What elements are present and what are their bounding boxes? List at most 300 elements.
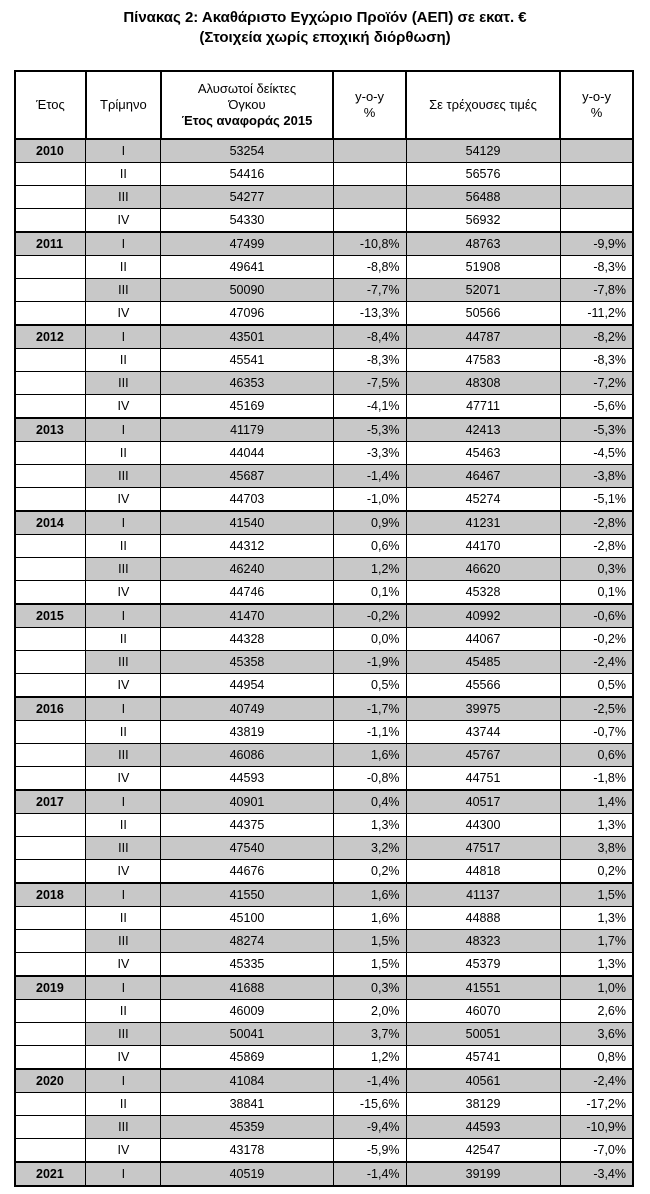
- table-row: [15, 883, 633, 907]
- cell-yoy-volume: -1,4%: [333, 1162, 406, 1186]
- cell-volume: 46009: [161, 1000, 333, 1023]
- cell-yoy-volume: -13,3%: [333, 302, 406, 326]
- cell-yoy-volume: 0,1%: [333, 581, 406, 605]
- cell-yoy-current: 1,4%: [560, 790, 633, 814]
- cell-yoy-current: 1,5%: [560, 883, 633, 907]
- table-row: [15, 488, 633, 512]
- table-row: [15, 279, 633, 302]
- header-row: [15, 71, 633, 139]
- cell-volume: 44593: [161, 767, 333, 791]
- cell-yoy-current: -1,8%: [560, 767, 633, 791]
- cell-year: [15, 953, 86, 977]
- cell-yoy-current: 0,6%: [560, 744, 633, 767]
- cell-current: 45485: [406, 651, 560, 674]
- cell-current: 45741: [406, 1046, 560, 1070]
- cell-current: 46620: [406, 558, 560, 581]
- cell-yoy-current: [560, 209, 633, 233]
- cell-quarter: III: [86, 744, 161, 767]
- cell-year: 2016: [15, 697, 86, 721]
- table-row: [15, 930, 633, 953]
- header-yoy-volume: y-o-y %: [333, 71, 406, 139]
- cell-yoy-volume: -10,8%: [333, 232, 406, 256]
- header-current-prices: Σε τρέχουσες τιμές: [406, 71, 560, 139]
- cell-yoy-current: -17,2%: [560, 1093, 633, 1116]
- cell-volume: 44328: [161, 628, 333, 651]
- cell-volume: 44312: [161, 535, 333, 558]
- cell-year: [15, 279, 86, 302]
- table-row: [15, 1139, 633, 1163]
- cell-year: [15, 395, 86, 419]
- table-row: [15, 558, 633, 581]
- cell-current: 45767: [406, 744, 560, 767]
- cell-yoy-volume: 1,2%: [333, 1046, 406, 1070]
- table-row: [15, 1000, 633, 1023]
- document-title: [0, 0, 650, 52]
- cell-volume: 46086: [161, 744, 333, 767]
- cell-yoy-current: [560, 139, 633, 163]
- cell-year: 2019: [15, 976, 86, 1000]
- cell-year: [15, 651, 86, 674]
- table-row: [15, 1162, 633, 1186]
- cell-year: [15, 163, 86, 186]
- cell-yoy-volume: -5,3%: [333, 418, 406, 442]
- cell-current: 46070: [406, 1000, 560, 1023]
- cell-volume: 44746: [161, 581, 333, 605]
- cell-yoy-current: 0,2%: [560, 860, 633, 884]
- cell-year: [15, 465, 86, 488]
- table-row: [15, 976, 633, 1000]
- cell-yoy-current: 0,3%: [560, 558, 633, 581]
- cell-volume: 50090: [161, 279, 333, 302]
- cell-year: [15, 837, 86, 860]
- cell-yoy-volume: 0,5%: [333, 674, 406, 698]
- header-year: Έτος: [15, 71, 86, 139]
- cell-current: 41137: [406, 883, 560, 907]
- cell-volume: 45169: [161, 395, 333, 419]
- cell-current: 44170: [406, 535, 560, 558]
- cell-year: [15, 535, 86, 558]
- cell-current: 47583: [406, 349, 560, 372]
- cell-yoy-current: -10,9%: [560, 1116, 633, 1139]
- cell-yoy-current: -5,3%: [560, 418, 633, 442]
- cell-yoy-current: -7,0%: [560, 1139, 633, 1163]
- cell-current: 56932: [406, 209, 560, 233]
- cell-current: 48763: [406, 232, 560, 256]
- cell-year: 2017: [15, 790, 86, 814]
- cell-volume: 46240: [161, 558, 333, 581]
- cell-quarter: II: [86, 1000, 161, 1023]
- cell-quarter: I: [86, 232, 161, 256]
- cell-yoy-volume: [333, 186, 406, 209]
- cell-quarter: IV: [86, 581, 161, 605]
- cell-quarter: IV: [86, 953, 161, 977]
- cell-yoy-volume: [333, 139, 406, 163]
- cell-year: [15, 628, 86, 651]
- cell-current: 44751: [406, 767, 560, 791]
- cell-quarter: IV: [86, 488, 161, 512]
- cell-current: 44888: [406, 907, 560, 930]
- cell-yoy-volume: -9,4%: [333, 1116, 406, 1139]
- cell-quarter: I: [86, 511, 161, 535]
- cell-yoy-volume: 1,5%: [333, 953, 406, 977]
- cell-yoy-volume: -15,6%: [333, 1093, 406, 1116]
- cell-current: 45566: [406, 674, 560, 698]
- cell-current: 39975: [406, 697, 560, 721]
- cell-quarter: IV: [86, 1139, 161, 1163]
- cell-current: 50566: [406, 302, 560, 326]
- cell-volume: 44954: [161, 674, 333, 698]
- cell-volume: 45359: [161, 1116, 333, 1139]
- cell-quarter: I: [86, 976, 161, 1000]
- cell-yoy-current: -0,6%: [560, 604, 633, 628]
- title-line-1: Πίνακας 2: Ακαθάριστο Εγχώριο Προϊόν (ΑΕΠ) σε εκατ. €: [123, 9, 527, 26]
- cell-current: 44593: [406, 1116, 560, 1139]
- cell-year: [15, 721, 86, 744]
- cell-year: [15, 372, 86, 395]
- cell-current: 48323: [406, 930, 560, 953]
- cell-yoy-current: 1,3%: [560, 814, 633, 837]
- cell-year: [15, 674, 86, 698]
- cell-year: [15, 1139, 86, 1163]
- cell-yoy-current: -5,6%: [560, 395, 633, 419]
- table-row: [15, 139, 633, 163]
- cell-yoy-volume: 1,3%: [333, 814, 406, 837]
- cell-volume: 41550: [161, 883, 333, 907]
- cell-year: [15, 930, 86, 953]
- cell-yoy-volume: -5,9%: [333, 1139, 406, 1163]
- cell-yoy-volume: -8,4%: [333, 325, 406, 349]
- cell-yoy-current: -0,2%: [560, 628, 633, 651]
- table-row: [15, 790, 633, 814]
- cell-yoy-volume: -1,1%: [333, 721, 406, 744]
- cell-yoy-volume: 0,0%: [333, 628, 406, 651]
- cell-year: [15, 814, 86, 837]
- cell-year: 2015: [15, 604, 86, 628]
- cell-volume: 54277: [161, 186, 333, 209]
- table-row: [15, 767, 633, 791]
- table-row: [15, 1093, 633, 1116]
- cell-current: 47517: [406, 837, 560, 860]
- cell-quarter: I: [86, 418, 161, 442]
- table-row: [15, 581, 633, 605]
- cell-yoy-current: -2,8%: [560, 535, 633, 558]
- table-row: [15, 465, 633, 488]
- cell-current: 51908: [406, 256, 560, 279]
- cell-current: 45379: [406, 953, 560, 977]
- cell-yoy-current: -4,5%: [560, 442, 633, 465]
- cell-quarter: II: [86, 1093, 161, 1116]
- cell-yoy-volume: 0,3%: [333, 976, 406, 1000]
- title-line-2: (Στοιχεία χωρίς εποχική διόρθωση): [199, 29, 451, 46]
- cell-volume: 54330: [161, 209, 333, 233]
- table-row: [15, 163, 633, 186]
- table-row: [15, 511, 633, 535]
- cell-year: 2010: [15, 139, 86, 163]
- cell-volume: 45869: [161, 1046, 333, 1070]
- cell-yoy-current: [560, 163, 633, 186]
- cell-current: 40992: [406, 604, 560, 628]
- cell-volume: 41084: [161, 1069, 333, 1093]
- cell-yoy-current: 0,5%: [560, 674, 633, 698]
- cell-year: 2014: [15, 511, 86, 535]
- cell-quarter: III: [86, 837, 161, 860]
- cell-yoy-current: -2,8%: [560, 511, 633, 535]
- cell-quarter: III: [86, 930, 161, 953]
- cell-volume: 47540: [161, 837, 333, 860]
- table-row: [15, 232, 633, 256]
- cell-year: [15, 1000, 86, 1023]
- cell-yoy-current: -2,4%: [560, 651, 633, 674]
- cell-yoy-volume: 1,6%: [333, 744, 406, 767]
- cell-quarter: IV: [86, 302, 161, 326]
- cell-volume: 45100: [161, 907, 333, 930]
- cell-quarter: IV: [86, 1046, 161, 1070]
- cell-yoy-volume: -7,7%: [333, 279, 406, 302]
- cell-volume: 47499: [161, 232, 333, 256]
- cell-yoy-current: 0,1%: [560, 581, 633, 605]
- cell-yoy-current: -5,1%: [560, 488, 633, 512]
- cell-current: 42413: [406, 418, 560, 442]
- cell-yoy-volume: -4,1%: [333, 395, 406, 419]
- cell-yoy-current: -2,4%: [560, 1069, 633, 1093]
- cell-volume: 53254: [161, 139, 333, 163]
- cell-yoy-volume: -1,9%: [333, 651, 406, 674]
- table-row: [15, 814, 633, 837]
- cell-yoy-volume: 3,2%: [333, 837, 406, 860]
- table-row: [15, 325, 633, 349]
- cell-quarter: IV: [86, 860, 161, 884]
- table-row: [15, 1069, 633, 1093]
- cell-year: [15, 1093, 86, 1116]
- cell-volume: 48274: [161, 930, 333, 953]
- table-row: [15, 302, 633, 326]
- cell-year: [15, 558, 86, 581]
- table-row: [15, 697, 633, 721]
- cell-current: 40561: [406, 1069, 560, 1093]
- cell-quarter: II: [86, 907, 161, 930]
- cell-yoy-volume: 2,0%: [333, 1000, 406, 1023]
- table-row: [15, 186, 633, 209]
- header-volume: Αλυσωτοί δείκτες Όγκου Έτος αναφοράς 2015: [161, 71, 333, 139]
- cell-current: 45328: [406, 581, 560, 605]
- table-row: [15, 744, 633, 767]
- table-row: [15, 442, 633, 465]
- cell-yoy-current: 1,3%: [560, 907, 633, 930]
- cell-yoy-volume: -1,4%: [333, 1069, 406, 1093]
- table-row: [15, 395, 633, 419]
- cell-volume: 44375: [161, 814, 333, 837]
- cell-volume: 38841: [161, 1093, 333, 1116]
- cell-yoy-current: -9,9%: [560, 232, 633, 256]
- cell-current: 38129: [406, 1093, 560, 1116]
- cell-yoy-volume: [333, 209, 406, 233]
- cell-volume: 43178: [161, 1139, 333, 1163]
- cell-yoy-current: -7,8%: [560, 279, 633, 302]
- cell-yoy-volume: -3,3%: [333, 442, 406, 465]
- cell-yoy-volume: 0,4%: [333, 790, 406, 814]
- cell-volume: 43501: [161, 325, 333, 349]
- cell-yoy-volume: -1,4%: [333, 465, 406, 488]
- cell-yoy-current: -2,5%: [560, 697, 633, 721]
- cell-yoy-volume: 1,2%: [333, 558, 406, 581]
- cell-quarter: III: [86, 372, 161, 395]
- cell-yoy-current: 0,8%: [560, 1046, 633, 1070]
- cell-quarter: III: [86, 558, 161, 581]
- table-row: [15, 372, 633, 395]
- cell-yoy-current: -8,2%: [560, 325, 633, 349]
- table-row: [15, 1116, 633, 1139]
- cell-quarter: III: [86, 1023, 161, 1046]
- cell-quarter: II: [86, 442, 161, 465]
- cell-quarter: I: [86, 697, 161, 721]
- cell-volume: 40519: [161, 1162, 333, 1186]
- table-row: [15, 209, 633, 233]
- cell-yoy-current: 3,8%: [560, 837, 633, 860]
- cell-volume: 46353: [161, 372, 333, 395]
- cell-quarter: I: [86, 883, 161, 907]
- cell-current: 50051: [406, 1023, 560, 1046]
- cell-current: 52071: [406, 279, 560, 302]
- cell-year: [15, 744, 86, 767]
- header-quarter: Τρίμηνο: [86, 71, 161, 139]
- table-row: [15, 535, 633, 558]
- cell-yoy-current: -3,4%: [560, 1162, 633, 1186]
- cell-current: 45274: [406, 488, 560, 512]
- cell-quarter: I: [86, 1162, 161, 1186]
- cell-quarter: III: [86, 279, 161, 302]
- cell-quarter: II: [86, 628, 161, 651]
- cell-yoy-volume: [333, 163, 406, 186]
- cell-yoy-volume: 1,6%: [333, 907, 406, 930]
- cell-yoy-current: -8,3%: [560, 256, 633, 279]
- cell-yoy-current: -0,7%: [560, 721, 633, 744]
- table-row: [15, 953, 633, 977]
- cell-volume: 41540: [161, 511, 333, 535]
- cell-quarter: II: [86, 163, 161, 186]
- cell-year: [15, 1116, 86, 1139]
- cell-yoy-volume: 1,6%: [333, 883, 406, 907]
- cell-current: 56576: [406, 163, 560, 186]
- cell-quarter: IV: [86, 395, 161, 419]
- table-row: [15, 1023, 633, 1046]
- cell-yoy-current: 2,6%: [560, 1000, 633, 1023]
- cell-yoy-volume: 0,6%: [333, 535, 406, 558]
- cell-volume: 41179: [161, 418, 333, 442]
- cell-yoy-current: -7,2%: [560, 372, 633, 395]
- cell-year: 2018: [15, 883, 86, 907]
- cell-current: 42547: [406, 1139, 560, 1163]
- table-row: [15, 907, 633, 930]
- cell-yoy-volume: -8,8%: [333, 256, 406, 279]
- cell-current: 44818: [406, 860, 560, 884]
- cell-yoy-volume: -1,0%: [333, 488, 406, 512]
- cell-current: 45463: [406, 442, 560, 465]
- cell-current: 40517: [406, 790, 560, 814]
- cell-quarter: III: [86, 186, 161, 209]
- cell-volume: 41470: [161, 604, 333, 628]
- cell-year: [15, 349, 86, 372]
- cell-yoy-volume: 1,5%: [333, 930, 406, 953]
- cell-quarter: IV: [86, 209, 161, 233]
- cell-volume: 40901: [161, 790, 333, 814]
- cell-yoy-current: 1,3%: [560, 953, 633, 977]
- cell-year: 2020: [15, 1069, 86, 1093]
- cell-year: [15, 581, 86, 605]
- cell-current: 41231: [406, 511, 560, 535]
- cell-current: 44067: [406, 628, 560, 651]
- cell-year: [15, 488, 86, 512]
- cell-volume: 50041: [161, 1023, 333, 1046]
- table-row: [15, 721, 633, 744]
- table-row: [15, 1046, 633, 1070]
- cell-yoy-volume: -0,8%: [333, 767, 406, 791]
- cell-year: [15, 186, 86, 209]
- cell-quarter: III: [86, 465, 161, 488]
- cell-quarter: I: [86, 1069, 161, 1093]
- cell-yoy-current: -8,3%: [560, 349, 633, 372]
- cell-volume: 44044: [161, 442, 333, 465]
- cell-current: 56488: [406, 186, 560, 209]
- cell-yoy-volume: -1,7%: [333, 697, 406, 721]
- cell-yoy-volume: -8,3%: [333, 349, 406, 372]
- cell-current: 47711: [406, 395, 560, 419]
- cell-year: [15, 209, 86, 233]
- cell-year: [15, 1023, 86, 1046]
- cell-volume: 45358: [161, 651, 333, 674]
- cell-yoy-current: -11,2%: [560, 302, 633, 326]
- cell-quarter: IV: [86, 674, 161, 698]
- cell-volume: 40749: [161, 697, 333, 721]
- cell-yoy-current: [560, 186, 633, 209]
- cell-quarter: III: [86, 1116, 161, 1139]
- table-row: [15, 256, 633, 279]
- cell-current: 43744: [406, 721, 560, 744]
- cell-current: 44300: [406, 814, 560, 837]
- cell-year: 2011: [15, 232, 86, 256]
- cell-year: [15, 1046, 86, 1070]
- cell-year: 2021: [15, 1162, 86, 1186]
- table-row: [15, 604, 633, 628]
- cell-quarter: II: [86, 349, 161, 372]
- cell-quarter: III: [86, 651, 161, 674]
- cell-volume: 45541: [161, 349, 333, 372]
- cell-quarter: I: [86, 604, 161, 628]
- cell-year: [15, 860, 86, 884]
- cell-volume: 47096: [161, 302, 333, 326]
- table-row: [15, 860, 633, 884]
- cell-volume: 44703: [161, 488, 333, 512]
- cell-volume: 49641: [161, 256, 333, 279]
- cell-volume: 44676: [161, 860, 333, 884]
- table-row: [15, 628, 633, 651]
- cell-yoy-volume: -7,5%: [333, 372, 406, 395]
- gdp-table: [14, 70, 634, 1187]
- cell-current: 48308: [406, 372, 560, 395]
- cell-quarter: II: [86, 535, 161, 558]
- table-row: [15, 418, 633, 442]
- cell-yoy-current: 1,7%: [560, 930, 633, 953]
- cell-volume: 45335: [161, 953, 333, 977]
- cell-current: 46467: [406, 465, 560, 488]
- cell-yoy-volume: 0,9%: [333, 511, 406, 535]
- cell-year: [15, 302, 86, 326]
- cell-year: [15, 907, 86, 930]
- cell-yoy-current: 1,0%: [560, 976, 633, 1000]
- cell-quarter: II: [86, 721, 161, 744]
- cell-current: 39199: [406, 1162, 560, 1186]
- table-row: [15, 674, 633, 698]
- table-row: [15, 349, 633, 372]
